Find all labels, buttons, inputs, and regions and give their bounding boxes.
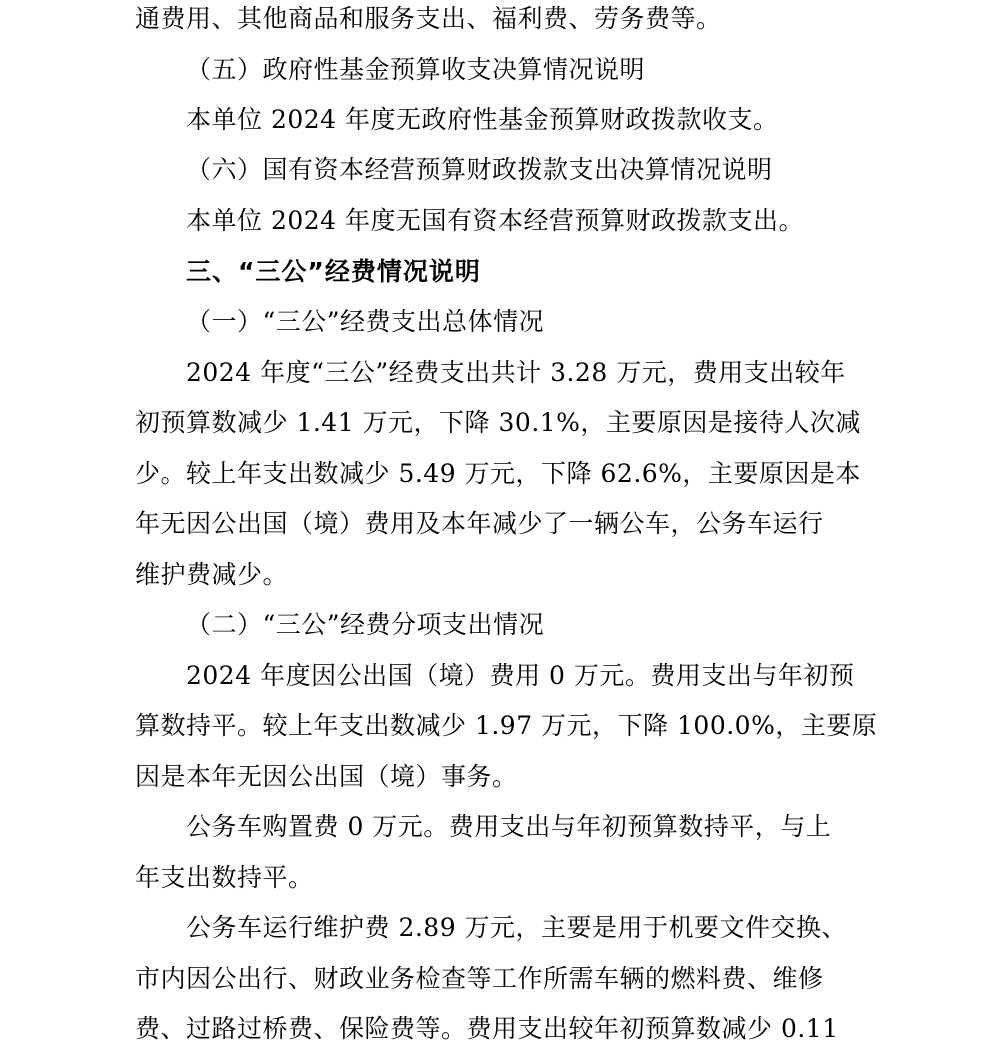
paragraph-line: 公务车购置费 0 万元。费用支出与年初预算数持平，与上: [186, 812, 832, 841]
paragraph-line: 年支出数持平。: [135, 863, 314, 892]
paragraph-line: 年无因公出国（境）费用及本年减少了一辆公车，公务车运行: [135, 509, 824, 538]
paragraph-line: 公务车运行维护费 2.89 万元，主要是用于机要文件交换、: [186, 913, 848, 942]
paragraph-line: 因是本年无因公出国（境）事务。: [135, 762, 518, 791]
paragraph-line: 少。较上年支出数减少 5.49 万元，下降 62.6%，主要原因是本: [135, 459, 861, 488]
paragraph-line: 初预算数减少 1.41 万元，下降 30.1%，主要原因是接待人次减: [135, 408, 861, 437]
paragraph-line: 市内因公出行、财政业务检查等工作所需车辆的燃料费、维修: [135, 964, 824, 993]
paragraph-line: 维护费减少。: [135, 560, 289, 589]
paragraph-line: 本单位 2024 年度无国有资本经营预算财政拨款支出。: [186, 206, 805, 235]
section-heading-six: （六）国有资本经营预算财政拨款支出决算情况说明: [186, 155, 773, 184]
paragraph-line: 通费用、其他商品和服务支出、福利费、劳务费等。: [135, 4, 722, 33]
paragraph-line: 费、过路过桥费、保险费等。费用支出较年初预算数减少 0.11: [135, 1014, 839, 1043]
paragraph-line: 算数持平。较上年支出数减少 1.97 万元，下降 100.0%，主要原: [135, 711, 878, 740]
paragraph-line: 本单位 2024 年度无政府性基金预算财政拨款收支。: [186, 105, 779, 134]
section-heading-five: （五）政府性基金预算收支决算情况说明: [186, 55, 646, 84]
paragraph-line: 2024 年度“三公”经费支出共计 3.28 万元，费用支出较年: [186, 358, 846, 387]
paragraph-line: 2024 年度因公出国（境）费用 0 万元。费用支出与年初预: [186, 661, 855, 690]
subsection-heading-two: （二）“三公”经费分项支出情况: [186, 610, 545, 639]
section-heading-three: 三、“三公”经费情况说明: [186, 257, 481, 286]
subsection-heading-one: （一）“三公”经费支出总体情况: [186, 307, 545, 336]
